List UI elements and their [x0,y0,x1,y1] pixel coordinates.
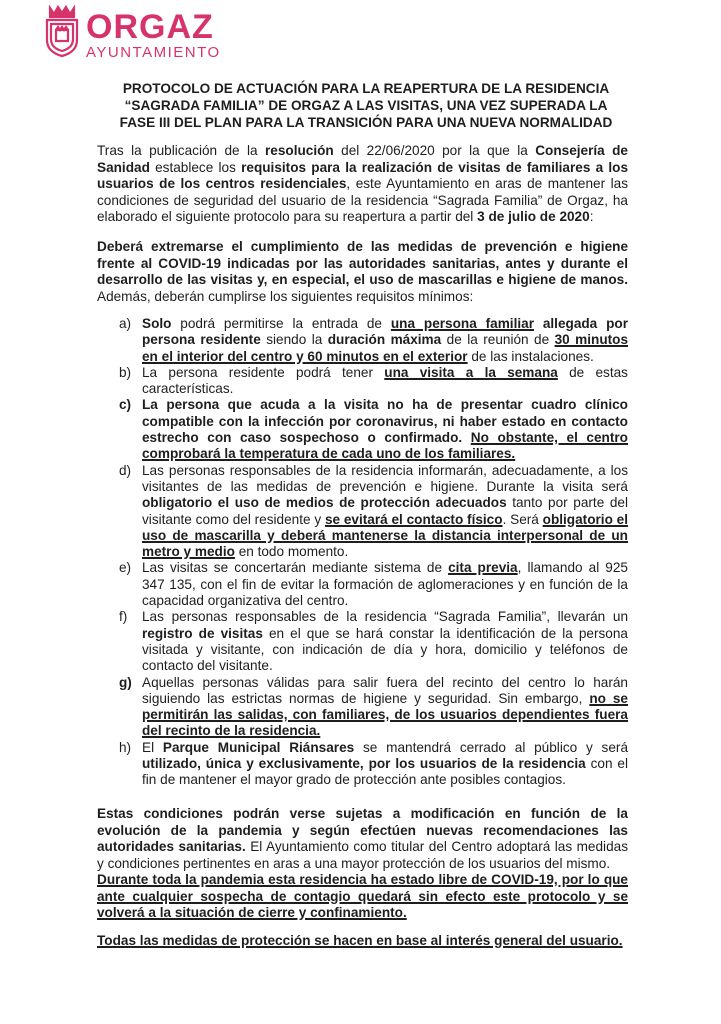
requirement-item [97,740,628,789]
title-line: “SAGRADA FAMILIA” DE ORGAZ A LAS VISITAS, UNA VEZ SUPERADA LA [124,98,608,113]
text-segment: 3 de julio de 2020 [477,209,590,224]
coat-of-arms-icon [44,4,80,58]
covid-free-text [97,872,628,922]
text-segment: se mantendrá cerrado al público y será [354,739,628,755]
item-text [142,463,628,561]
item-text [142,560,628,609]
title-line: PROTOCOLO DE ACTUACIÓN PARA LA REAPERTURA DE LA RESIDENCIA [122,81,610,96]
text-segment: Todas las medidas de protección se hacen en base al interés general del usuario. [97,933,623,948]
text-segment: en todo momento. [234,544,349,560]
requirement-item [97,463,628,561]
text-segment: 30 minutos en el interior del centro y 60 minutos en el exterior [142,332,629,364]
requirement-item [97,365,628,398]
text-segment: La persona que acuda a la visita no ha de presentar cuadro clínico compatible con la infección por coronavirus, ni haber estado en contacto estrecho con caso sospechoso o confirmado. [142,397,628,446]
conditions-text [97,806,628,871]
text-segment: allegada por persona residente [142,316,629,348]
item-marker: h) [119,739,132,755]
conditions-paragraph [97,806,628,922]
text-segment: Consejería de Sanidad [97,143,628,175]
text-segment: duración máxima [327,332,442,348]
text-segment: Solo [142,316,172,331]
logo-name: ORGAZ [86,8,214,46]
intro-paragraph [97,143,628,226]
text-segment: . Será [502,511,543,527]
text-segment: Aquellas personas válidas para salir fuera del recinto del centro lo harán siguiendo las estrictas normas de higiene y seguridad. Sin embargo, [142,674,628,706]
requirement-item [97,397,628,462]
text-segment: de las instalaciones. [467,348,594,364]
text-segment: obligatorio el uso de medios de protección adecuados [142,495,507,511]
text-segment: El Ayuntamiento como titular del Centro adoptará las medidas y condiciones pertinentes en aras a una mayor protección de los usuarios del mismo. [97,839,628,871]
text-segment: de la reunión de [441,332,555,348]
text-segment: Parque Municipal Riánsares [162,739,355,755]
text-segment [534,316,543,331]
title-line: FASE III DEL PLAN PARA LA TRANSICIÓN PARA UNA NUEVA NORMALIDAD [119,115,613,130]
item-marker: g) [119,674,132,690]
text-segment: tanto por parte del visitante como del residente y [142,495,628,527]
closing-statement [97,933,628,950]
item-text [142,397,628,462]
orgaz-logo [44,4,221,61]
requirement-item [97,609,628,674]
text-segment [462,430,471,445]
item-marker: b) [119,364,132,380]
text-segment: con el fin de mantener el mayor grado de protección ante posibles contagios. [142,756,628,788]
text-segment: La persona residente podrá tener [142,364,385,380]
item-text [142,365,628,398]
text-segment: Las personas responsables de la residencia informarán, adecuadamente, a los visitantes de las medidas de prevención e higiene. Durante la visita será [142,462,628,494]
requirement-item [97,675,628,740]
text-segment: podrá permitirse la entrada de [171,316,391,331]
item-marker: d) [119,462,132,478]
text-segment: una persona familiar [390,316,534,331]
text-segment: del 22/06/2020 por la que la [333,143,536,158]
text-segment: Además, deberán cumplirse los siguientes requisitos mínimos: [97,288,474,304]
text-segment: en el que se hará constar la identificación de la persona visitada y visitante, con indicación de día y hora, domicilio y teléfonos de contacto del visitante. [142,625,628,674]
requirements-intro-paragraph [97,239,628,305]
text-segment: registro de visitas [142,625,263,641]
text-segment: Las visitas se concertarán mediante sistema de [142,560,449,576]
text-segment: cita previa [448,560,518,576]
text-segment: No obstante, el centro comprobará la temperatura de cada uno de los familiares. [142,430,628,462]
text-segment: establece los [149,159,242,175]
item-marker: c) [119,397,132,413]
text-segment: , este Ayuntamiento en aras de mantener las condiciones de seguridad del usuario de la residencia “Sagrada Familia” de Orgaz, ha elaborado el siguiente protocolo para su reapertura a partir del [97,176,628,224]
requirements-list [97,316,628,789]
text-segment: de estas características. [142,364,628,397]
text-segment: no se permitirán las salidas, con familiares, de los usuarios dependientes fuera del recinto de la residencia. [142,690,628,739]
item-marker: f) [119,609,128,625]
requirement-item [97,316,628,365]
text-segment: Durante toda la pandemia esta residencia ha estado libre de COVID-19, por lo que ante cualquier sospecha de contagio quedará sin efecto este protocolo y se volverá a la situación de cierre y confinamiento. [97,872,628,920]
text-segment: El [142,739,163,755]
item-marker: e) [119,560,132,576]
text-segment: : [589,209,594,224]
text-segment: Estas condiciones podrán verse sujetas a modificación en función de la evolución de la pandemia y según efectúen nuevas recomendaciones las autoridades sanitarias. [97,806,628,854]
text-segment: requisitos para la realización de visitas de familiares a los usuarios de los centros residenciales [97,159,629,191]
text-segment: obligatorio el uso de mascarilla y deberá mantenerse la distancia interpersonal de un metro y medio [142,511,628,560]
requirement-item [97,560,628,609]
logo-subtitle: AYUNTAMIENTO [86,44,221,61]
item-text [142,316,628,365]
text-segment: siendo la [260,332,328,348]
text-segment: Tras la publicación de la [97,143,265,158]
document-title [90,80,642,131]
text-segment: , llamando al 925 347 135, con el fin de evitar la formación de aglomeraciones y en función de la capacidad organizativa del centro. [142,560,628,609]
item-text [142,740,628,789]
text-segment: resolución [264,143,334,158]
text-segment: utilizado, única y exclusivamente, por los usuarios de la residencia [142,756,586,772]
item-text [142,609,628,674]
text-segment: Deberá extremarse el cumplimiento de las medidas de prevención e higiene frente al COVID-19 indicadas por las autoridades sanitarias, antes y durante el desarrollo de las visitas y, en especial, el uso de mascarillas e higiene de manos. [97,239,628,287]
text-segment: una visita a la semana [384,364,558,380]
item-marker: a) [119,316,132,331]
item-text [142,675,628,740]
text-segment: se evitará el contacto físico [324,511,503,527]
text-segment: Las personas responsables de la residencia “Sagrada Familia”, llevarán un [142,609,628,625]
